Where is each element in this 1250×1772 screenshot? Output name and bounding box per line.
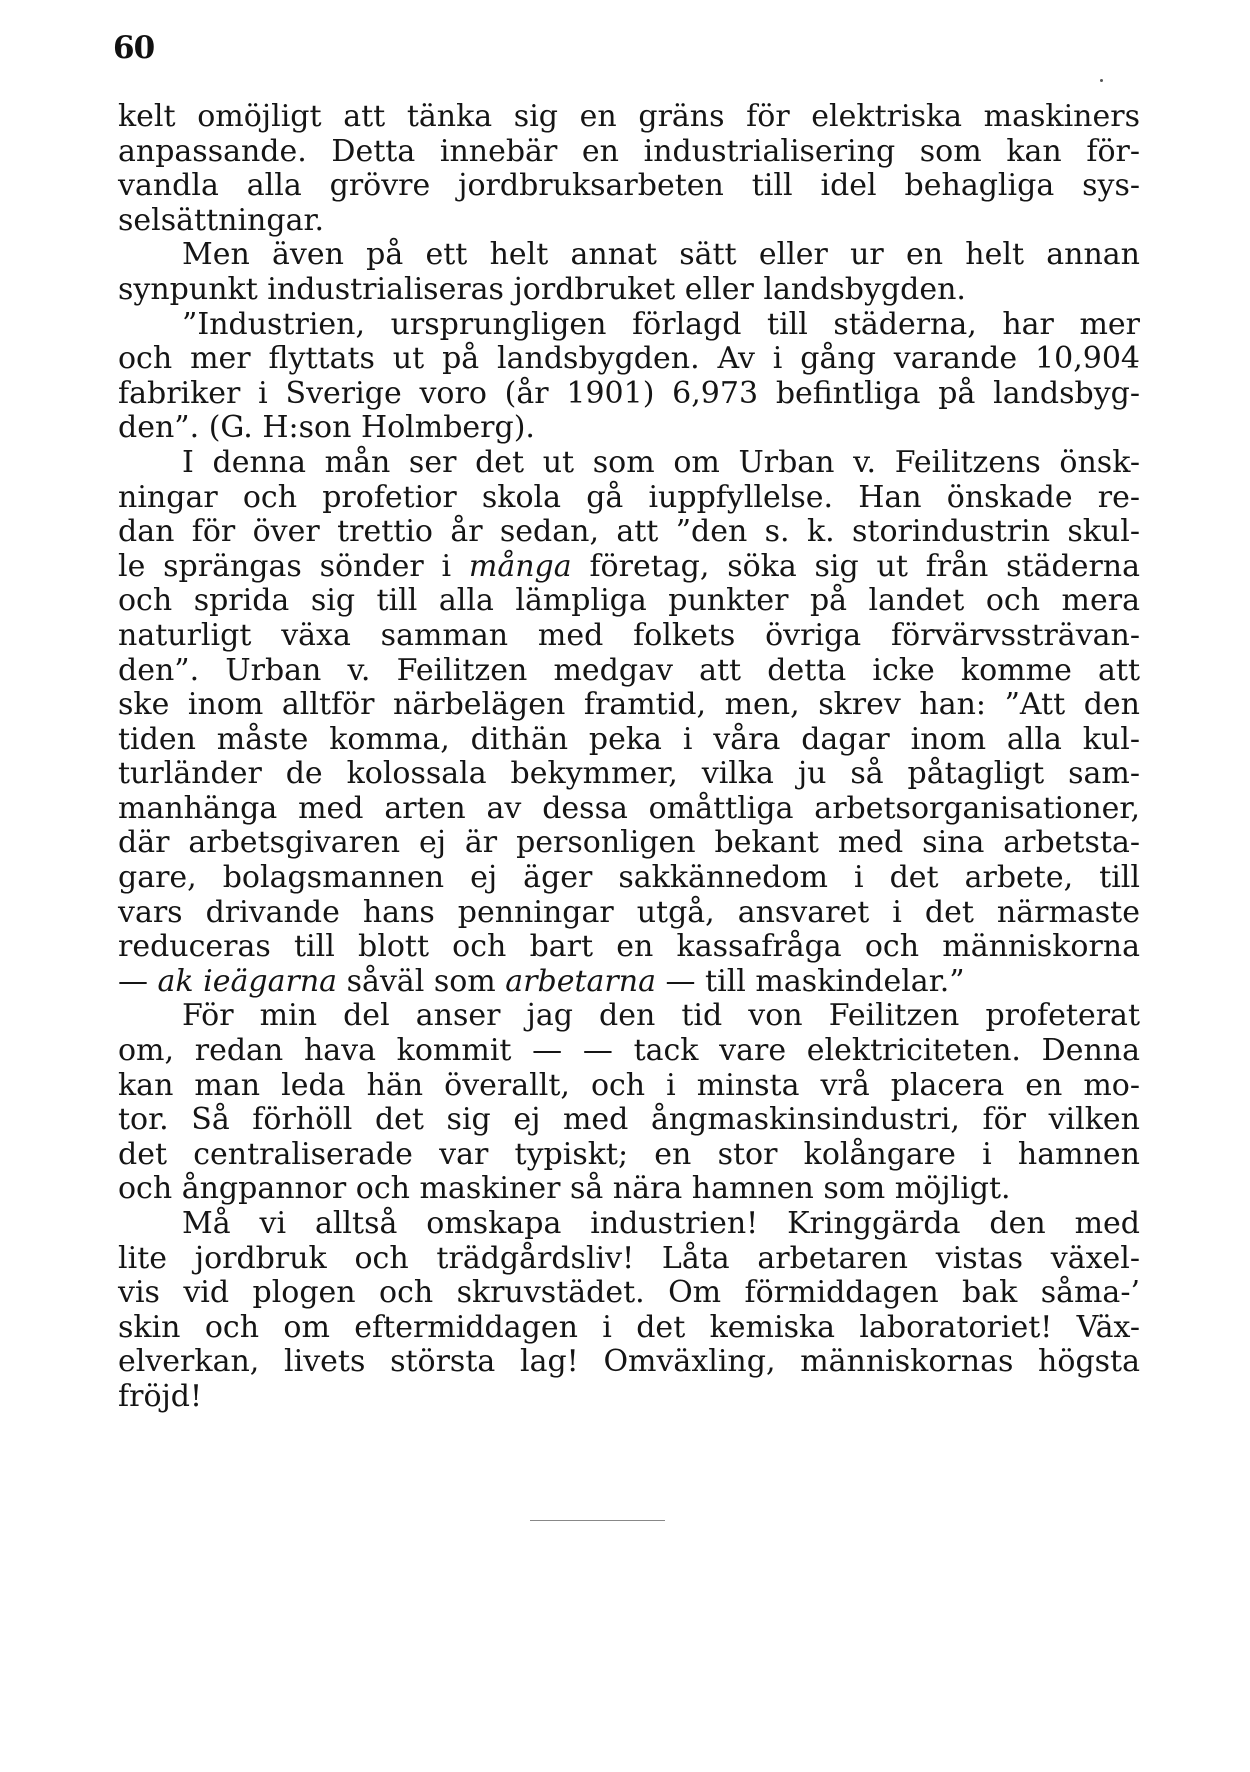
text-line: lite jordbruk och trädgårdsliv! Låta arbetaren vistas växel- xyxy=(118,1240,1140,1276)
text-line: kan man leda hän överallt, och i minsta vrå placera en mo- xyxy=(118,1067,1140,1103)
text-line: gare, bolagsmannen ej äger sakkännedom i det arbete, till xyxy=(118,860,1140,896)
text-line: anpassande. Detta innebär en industrialisering som kan för- xyxy=(118,133,1140,169)
print-speck xyxy=(1100,79,1103,82)
text-line: turländer de kolossala bekymmer, vilka ju så påtagligt sam- xyxy=(118,756,1140,792)
text-line xyxy=(118,550,1140,585)
text-line: För min del anser jag den tid von Feilitzen profeterat xyxy=(182,998,1140,1034)
text-line: elverkan, livets största lag! Omväxling, människornas högsta xyxy=(118,1344,1140,1380)
text-line: Må vi alltså omskapa industrien! Kringgärda den med xyxy=(182,1206,1140,1241)
text-line: skin och om eftermiddagen i det kemiska laboratoriet! Väx- xyxy=(118,1309,1140,1345)
text-line: ”Industrien, ursprungligen förlagd till städerna, har mer xyxy=(182,306,1140,342)
emphasis-text: arbetarna xyxy=(505,963,656,999)
text-line: selsättningar. xyxy=(118,202,325,238)
text-line: reduceras till blott och bart en kassafråga och människorna xyxy=(118,929,1140,965)
text-segment: — till maskindelar.” xyxy=(665,963,965,999)
text-line: där arbetsgivaren ej är personligen bekant med sina arbetsta- xyxy=(118,825,1140,861)
text-line: fröjd! xyxy=(118,1378,203,1414)
text-line: synpunkt industrialiseras jordbruket eller landsbygden. xyxy=(118,271,966,307)
text-segment: företag, söka sig ut från städerna xyxy=(589,548,1140,584)
emphasis-text: många xyxy=(468,548,572,584)
text-line: tiden måste komma, dithän peka i våra dagar inom alla kul- xyxy=(118,721,1140,757)
text-line: fabriker i Sverige voro (år 1901) 6,973 befintliga på landsbyg- xyxy=(118,375,1140,411)
body-text xyxy=(118,100,1140,1415)
text-line: och mer flyttats ut på landsbygden. Av i gång varande 10,904 xyxy=(118,341,1140,377)
text-line: naturligt växa samman med folkets övriga förvärvssträvan- xyxy=(118,617,1140,653)
text-line: tor. Så förhöll det sig ej med ångmaskinsindustri, för vilken xyxy=(118,1102,1140,1138)
text-line: och sprida sig till alla lämpliga punkter på landet och mera xyxy=(118,583,1140,619)
page-number: 60 xyxy=(113,30,155,66)
text-segment: le sprängas sönder i xyxy=(118,548,452,584)
text-line: Men även på ett helt annat sätt eller ur en helt annan xyxy=(182,237,1140,273)
text-line: och ångpannor och maskiner så nära hamnen som möjligt. xyxy=(118,1171,1011,1207)
text-line: vandla alla grövre jordbruksarbeten till idel behagliga sys- xyxy=(118,168,1140,204)
text-line: om, redan hava kommit — — tack vare elektriciteten. Denna xyxy=(118,1033,1140,1069)
text-line: vars drivande hans penningar utgå, ansvaret i det närmaste xyxy=(118,894,1140,930)
text-line: I denna mån ser det ut som om Urban v. Feilitzens önsk- xyxy=(182,444,1140,480)
text-segment: — xyxy=(118,963,148,999)
text-line: den”. (G. H:son Holmberg). xyxy=(118,410,535,446)
text-line: vis vid plogen och skruvstädet. Om förmiddagen bak såma-’ xyxy=(118,1275,1140,1311)
text-line: kelt omöjligt att tänka sig en gräns för elektriska maskiners xyxy=(118,99,1140,134)
text-line: manhänga med arten av dessa omåttliga arbetsorganisationer, xyxy=(118,790,1140,826)
text-line: den”. Urban v. Feilitzen medgav att detta icke komme att xyxy=(118,652,1140,688)
text-line: dan för över trettio år sedan, att ”den s. k. storindustrin skul- xyxy=(118,514,1140,550)
text-line: ningar och profetior skola gå iuppfyllelse. Han önskade re- xyxy=(118,479,1140,515)
text-line: ske inom alltför närbelägen framtid, men, skrev han: ”Att den xyxy=(118,687,1140,723)
text-segment: såväl som xyxy=(346,963,496,999)
text-line xyxy=(118,965,1140,1000)
footer-rule xyxy=(530,1520,665,1521)
text-line: det centraliserade var typiskt; en stor kolångare i hamnen xyxy=(118,1136,1140,1172)
emphasis-text: ak ieägarna xyxy=(157,963,338,999)
